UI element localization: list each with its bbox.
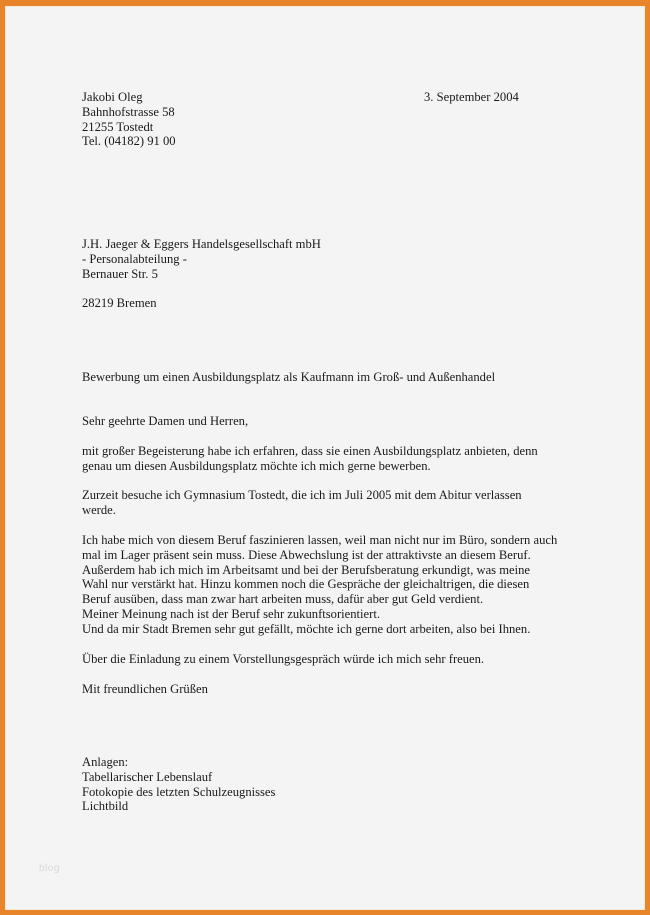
paragraph-line: werde. [82, 502, 116, 517]
closing: Mit freundlichen Grüßen [82, 682, 208, 696]
sender-city: 21255 Tostedt [82, 119, 154, 134]
attachments-heading: Anlagen: [82, 755, 129, 769]
paragraph-line: Zurzeit besuche ich Gymnasium Tostedt, die ich im Juli 2005 mit dem Abitur verlassen [82, 488, 522, 502]
recipient-department: - Personalabteilung - [82, 251, 187, 266]
recipient-address [82, 237, 321, 281]
paragraph-line: genau um diesen Ausbildungsplatz möchte ich mich gerne bewerben. [82, 458, 431, 473]
sender-name: Jakobi Oleg [82, 90, 143, 104]
recipient-city: 28219 Bremen [82, 296, 157, 310]
paragraph-line: Beruf ausüben, dass man zwar hart arbeiten muss, dafür aber gut Geld verdient. [82, 592, 484, 607]
attachment-item: Tabellarischer Lebenslauf [82, 769, 213, 784]
attachment-item: Fotokopie des letzten Schulzeugnisses [82, 784, 276, 799]
sender-phone: Tel. (04182) 91 00 [82, 134, 176, 149]
letter-subject: Bewerbung um einen Ausbildungsplatz als Kaufmann im Groß- und Außenhandel [82, 370, 496, 384]
sender-address [82, 90, 176, 149]
attachments [82, 755, 275, 814]
paragraph-2 [82, 488, 522, 518]
recipient-company: J.H. Jaeger & Eggers Handelsgesellschaft mbH [82, 237, 321, 251]
salutation: Sehr geehrte Damen und Herren, [82, 414, 249, 428]
paragraph-3 [82, 533, 557, 637]
letter-page [5, 6, 645, 910]
paragraph-line: Und da mir Stadt Bremen sehr gut gefällt, möchte ich gerne dort arbeiten, also bei Ihnen. [82, 621, 531, 636]
paragraph-line: mit großer Begeisterung habe ich erfahren, dass sie einen Ausbildungsplatz anbieten, denn [82, 444, 538, 458]
paragraph-line: Meiner Meinung nach ist der Beruf sehr zukunftsorientiert. [82, 606, 380, 621]
paragraph-line: Ich habe mich von diesem Beruf faszinieren lassen, weil man nicht nur im Büro, sondern auch [82, 533, 558, 547]
paragraph-line: mal im Lager präsent sein muss. Diese Abwechslung ist der attraktivste an diesem Beruf. [82, 547, 531, 562]
letter-date: 3. September 2004 [424, 90, 519, 104]
attachment-item: Lichtbild [82, 799, 129, 814]
paragraph-4: Über die Einladung zu einem Vorstellungsgespräch würde ich mich sehr freuen. [82, 652, 485, 666]
paragraph-line: Außerdem hab ich mich im Arbeitsamt und bei der Berufsberatung erkundigt, was meine [82, 562, 531, 577]
recipient-street: Bernauer Str. 5 [82, 266, 158, 281]
sender-street: Bahnhofstrasse 58 [82, 104, 175, 119]
watermark: blog [39, 863, 60, 874]
paragraph-line: Wahl nur verstärkt hat. Hinzu kommen noch die Gespräche der gleichaltrigen, die diesen [82, 577, 530, 592]
paragraph-1 [82, 444, 538, 474]
